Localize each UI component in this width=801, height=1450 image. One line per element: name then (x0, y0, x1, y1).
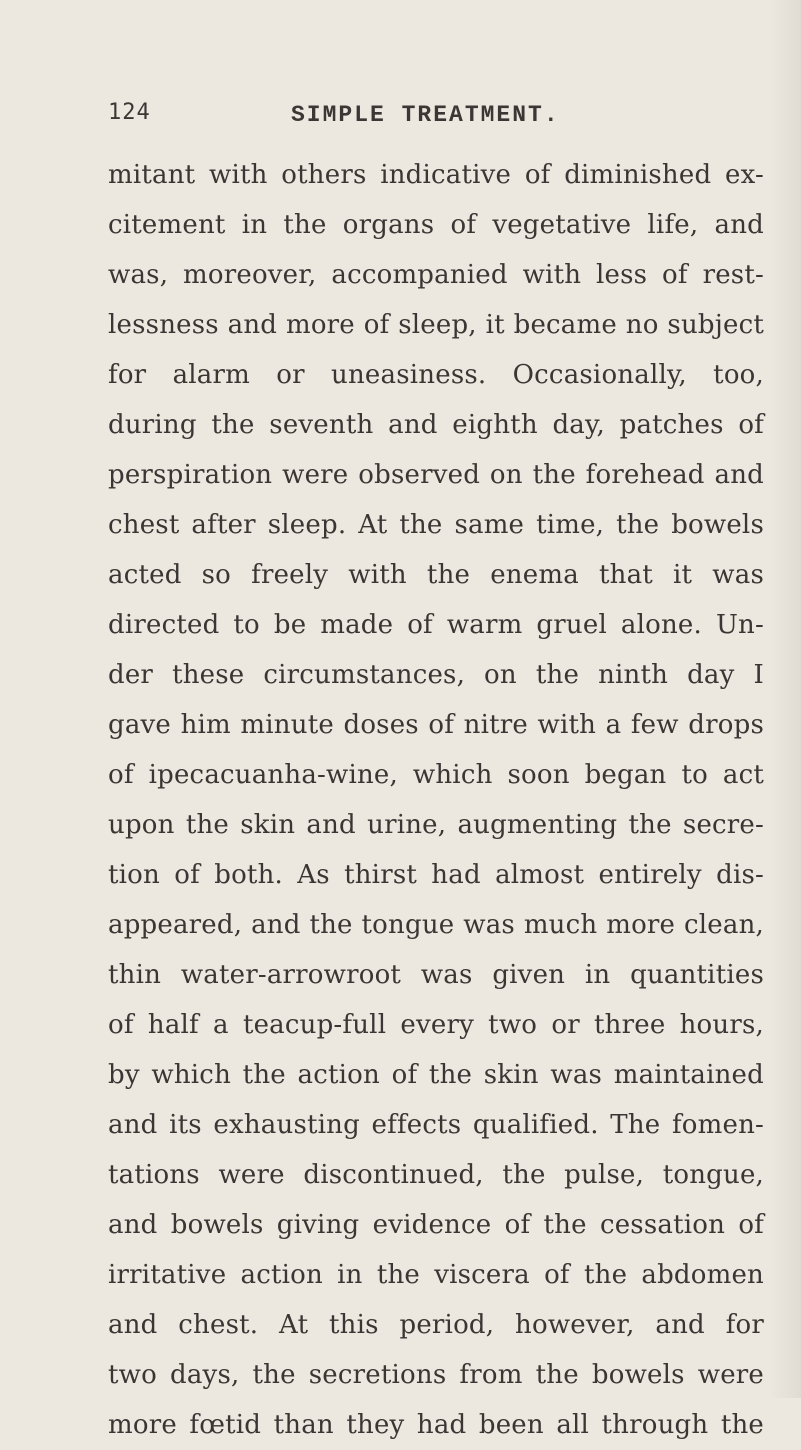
text-line: upon the skin and urine, augmenting the secre- (108, 810, 764, 840)
body-text (108, 150, 764, 1450)
text-line: lessness and more of sleep, it became no subject (108, 310, 764, 340)
text-line: der these circumstances, on the ninth day I (108, 660, 764, 690)
text-line: of ipecacuanha-wine, which soon began to act (108, 760, 764, 790)
text-line: thin water-arrowroot was given in quantities (108, 960, 764, 990)
text-line: for alarm or uneasiness. Occasionally, too, (108, 360, 764, 390)
page-number: 124 (108, 100, 151, 125)
text-line: of half a teacup-full every two or three hours, (108, 1010, 764, 1040)
text-line: was, moreover, accompanied with less of rest- (108, 260, 764, 290)
text-line: and its exhausting effects qualified. The fomen- (108, 1110, 764, 1140)
text-line: appeared, and the tongue was much more clean, (108, 910, 764, 940)
text-line: two days, the secretions from the bowels were (108, 1360, 764, 1390)
text-line: irritative action in the viscera of the abdomen (108, 1260, 764, 1290)
text-line: acted so freely with the enema that it was (108, 560, 764, 590)
text-line: mitant with others indicative of diminished ex- (108, 160, 764, 190)
running-head: SIMPLE TREATMENT. (291, 102, 560, 128)
text-line: tations were discontinued, the pulse, tongue, (108, 1160, 764, 1190)
text-line: citement in the organs of vegetative life, and (108, 210, 764, 240)
text-line: perspiration were observed on the forehead and (108, 460, 764, 490)
text-line: gave him minute doses of nitre with a few drops (108, 710, 764, 740)
page-header (108, 100, 748, 140)
text-line: during the seventh and eighth day, patches of (108, 410, 764, 440)
text-line: and bowels giving evidence of the cessation of (108, 1210, 764, 1240)
text-line: chest after sleep. At the same time, the bowels (108, 510, 764, 540)
text-line: by which the action of the skin was maintained (108, 1060, 764, 1090)
text-line: more fœtid than they had been all through the (108, 1410, 764, 1440)
text-line: tion of both. As thirst had almost entirely dis- (108, 860, 764, 890)
text-line: directed to be made of warm gruel alone. Un- (108, 610, 764, 640)
text-line: and chest. At this period, however, and for (108, 1310, 764, 1340)
